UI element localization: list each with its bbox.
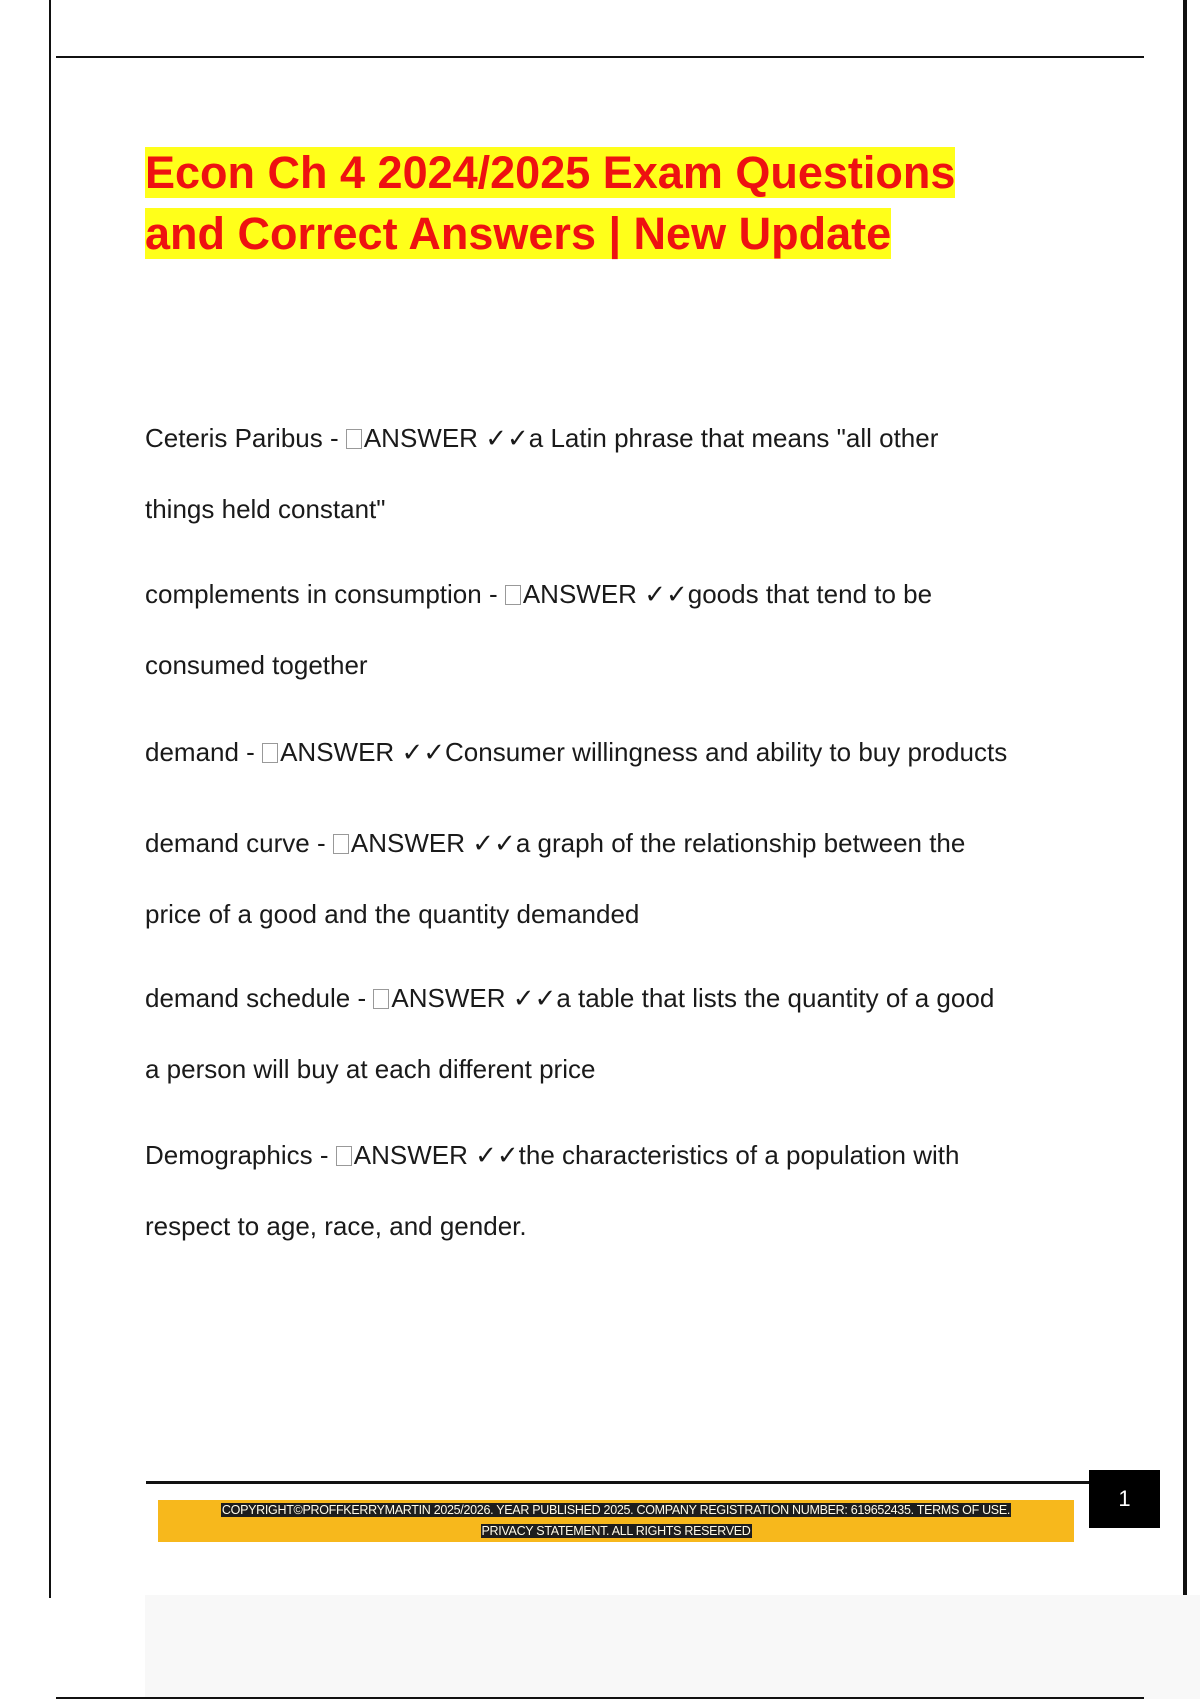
answer-box-icon [346,429,362,449]
check-marks-icon: ✓✓ [644,579,688,609]
entry-definition-continued: a person will buy at each different price [145,1054,596,1084]
answer-box-icon [262,743,278,763]
check-marks-icon: ✓✓ [472,828,516,858]
entry-demographics [145,1120,1095,1262]
entry-definition: a graph of the relationship between the [515,828,966,858]
bottom-rule [56,1697,1144,1699]
left-border [49,0,51,1598]
next-page-edge [145,1595,1200,1699]
entry-definition: a Latin phrase that means "all other [528,423,939,453]
right-border [1183,0,1187,1598]
entry-complements [145,559,1095,701]
entry-definition-continued: consumed together [145,650,368,680]
answer-marker: ANSWER [363,423,478,453]
page-number: 1 [1089,1470,1160,1528]
copyright-line-2: PRIVACY STATEMENT. ALL RIGHTS RESERVED [481,1524,751,1538]
entry-definition-continued: respect to age, race, and gender. [145,1211,527,1241]
title-line-2: and Correct Answers | New Update [145,208,892,259]
copyright-line-1: COPYRIGHT©PROFFKERRYMARTIN 2025/2026. YEAR PUBLISHED 2025. COMPANY REGISTRATION NUMBER: 619652435. TERMS OF USE. [221,1503,1011,1517]
check-marks-icon: ✓✓ [512,983,557,1013]
answer-box-icon [373,989,389,1009]
entry-demand [145,717,1095,788]
copyright-footer [158,1500,1074,1542]
entry-definition: the characteristics of a population with [518,1140,960,1170]
entry-term: demand curve - [145,828,333,858]
check-marks-icon: ✓✓ [475,1140,519,1170]
check-marks-icon: ✓✓ [401,737,446,767]
entry-definition-continued: price of a good and the quantity demanded [145,899,640,929]
entry-term: Ceteris Paribus - [145,423,346,453]
title-line-1: Econ Ch 4 2024/2025 Exam Questions [145,147,956,198]
document-title [145,142,1045,264]
top-rule [56,56,1144,58]
answer-marker: ANSWER [350,828,465,858]
footer-rule [146,1481,1090,1484]
entry-ceteris-paribus [145,403,1095,545]
entry-definition: Consumer willingness and ability to buy products [445,737,1008,767]
answer-box-icon [333,834,349,854]
answer-marker: ANSWER [353,1140,468,1170]
entry-term: Demographics - [145,1140,336,1170]
answer-marker: ANSWER [280,737,395,767]
entry-term: complements in consumption - [145,579,505,609]
entry-definition: a table that lists the quantity of a good [556,983,995,1013]
check-marks-icon: ✓✓ [485,423,529,453]
answer-marker: ANSWER [522,579,637,609]
entry-definition: goods that tend to be [687,579,933,609]
answer-marker: ANSWER [391,983,506,1013]
entry-definition-continued: things held constant" [145,494,386,524]
entry-demand-schedule [145,963,1095,1105]
entry-term: demand - [145,737,263,767]
entry-term: demand schedule - [145,983,374,1013]
answer-box-icon [505,585,521,605]
entry-demand-curve [145,808,1095,950]
answer-box-icon [336,1146,352,1166]
